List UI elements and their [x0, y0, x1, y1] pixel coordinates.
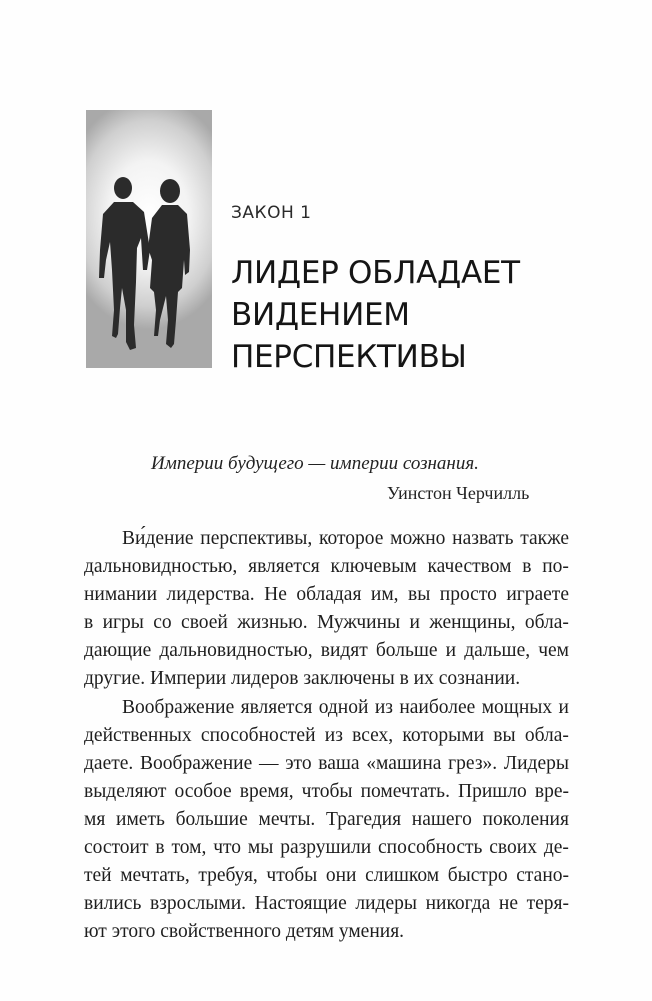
epigraph-quote: Империи будущего — империи сознания.	[151, 453, 479, 474]
paragraph	[84, 694, 569, 947]
text-line: даете. Воображение — это ваша «машина грез». Лидеры	[84, 752, 569, 774]
text-line: Воображение является одной из наиболее мощных и	[122, 696, 569, 718]
chapter-illustration	[86, 110, 212, 368]
text-line: вились взрослыми. Настоящие лидеры никогда не теря-	[84, 893, 569, 915]
text-line: состоит в том, что мы разрушили способность своих де-	[84, 837, 569, 859]
body-text	[84, 525, 569, 946]
text-line: действенных способностей из всех, которыми вы обла-	[84, 724, 569, 746]
walking-couple-silhouette-icon	[86, 110, 212, 368]
text-line: тей мечтать, требуя, чтобы они слишком быстро стано-	[84, 865, 569, 887]
chapter-title-line: ЛИДЕР ОБЛАДАЕТ	[231, 255, 520, 291]
text-line: другие. Империи лидеров заключены в их сознании.	[84, 668, 521, 690]
paragraph	[84, 525, 569, 694]
text-line: дающие дальновидностью, видят больше и дальше, чем	[84, 640, 569, 662]
chapter-title-line: ПЕРСПЕКТИВЫ	[231, 339, 467, 375]
chapter-title-line: ВИДЕНИЕМ	[231, 297, 410, 333]
text-line: выделяют особое время, чтобы помечтать. Пришло вре-	[84, 780, 569, 802]
text-line: мя иметь большие мечты. Трагедия нашего поколения	[84, 808, 569, 830]
epigraph-author: Уинстон Черчилль	[387, 483, 530, 503]
text-line: Ви́дение перспективы, которое можно назвать также	[122, 528, 569, 549]
text-line: в игры со своей жизнью. Мужчины и женщины, обла-	[84, 612, 569, 634]
text-line: ют этого свойственного детям умения.	[84, 921, 405, 943]
text-line: дальновидностью, является ключевым качеством в по-	[84, 556, 569, 578]
text-line: нимании лидерства. Не обладая им, вы просто играете	[84, 584, 569, 606]
chapter-title	[231, 252, 520, 378]
chapter-label: ЗАКОН 1	[231, 203, 312, 223]
